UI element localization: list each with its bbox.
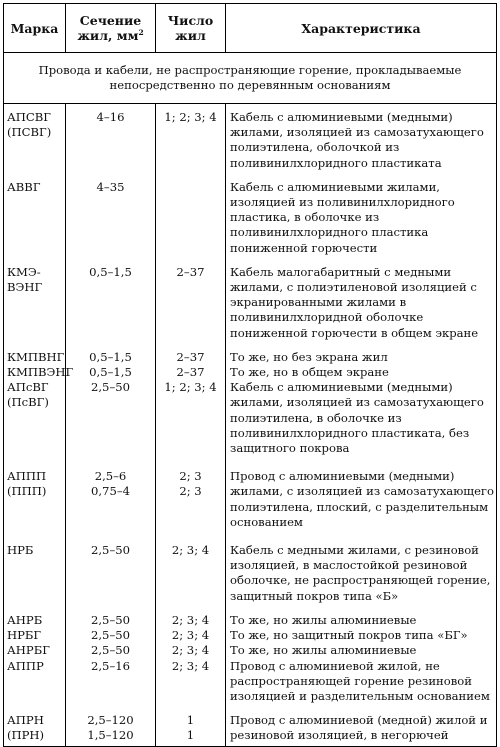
cell-section: 2,5–6 0,75–4 (66, 469, 156, 543)
cell-section: 2,5–50 (66, 380, 156, 469)
cell-cores: 2–37 (156, 350, 226, 365)
group-note-row (4, 53, 497, 104)
table-row (4, 543, 497, 613)
cell-section: 2,5–50 (66, 628, 156, 643)
table-row (4, 628, 497, 643)
cell-cores: 2–37 (156, 265, 226, 350)
cell-description: Провод с алюминиевыми (медными) жилами, с изоляцией из самозатухающего полиэтилена, плоский, с разделительным основанием (226, 469, 497, 543)
cell-cores: 1; 2; 3; 4 (156, 104, 226, 180)
cell-mark: НРБГ (4, 628, 66, 643)
group-note: Провода и кабели, не распространяющие горение, прокладываемые непосредственно по деревянным основаниям (4, 53, 497, 104)
cell-cores: 1; 2; 3; 4 (156, 380, 226, 469)
cable-spec-table (3, 3, 497, 747)
cell-description: Кабель с алюминиевыми (медными) жилами, изоляцией из самозатухающего полиэтилена, оболочкой из поливинилхлоридного пластиката (226, 104, 497, 180)
cell-section: 4–35 (66, 180, 156, 265)
cell-mark: АНРБГ (4, 643, 66, 658)
table-row (4, 180, 497, 265)
cell-mark: НРБ (4, 543, 66, 613)
cell-mark: АПСВГ (ПСВГ) (4, 104, 66, 180)
cell-description: То же, но в общем экране (226, 365, 497, 380)
cell-cores: 2–37 (156, 365, 226, 380)
cell-cores: 2; 3; 4 (156, 613, 226, 628)
cell-mark: АПсВГ (ПсВГ) (4, 380, 66, 469)
table-row (4, 350, 497, 365)
cell-mark: АПРН (ПРН) (4, 713, 66, 746)
cell-description: Кабель с медными жилами, с резиновой изоляцией, в маслостойкой резиновой оболочке, не распространяющей горение, защитный покров типа «Б» (226, 543, 497, 613)
cell-description: Кабель с алюминиевыми жилами, изоляцией из поливинилхлоридного пластика, в оболочке из поливинилхлоридного пластика пониженной горючести (226, 180, 497, 265)
table-row (4, 104, 497, 180)
cell-section: 0,5–1,5 (66, 265, 156, 350)
cell-description: Кабель малогабаритный с медными жилами, с полиэтиленовой изоляцией с экранированными жилами в поливинилхлоридной оболочке пониженной горючести в общем экране (226, 265, 497, 350)
cell-cores: 2; 3; 4 (156, 643, 226, 658)
table-row (4, 265, 497, 350)
cell-section: 2,5–50 (66, 543, 156, 613)
cell-section: 0,5–1,5 (66, 350, 156, 365)
cell-mark: АППР (4, 659, 66, 714)
cell-mark: АППП (ППП) (4, 469, 66, 543)
cell-section: 4–16 (66, 104, 156, 180)
cell-cores: 2; 3; 4 (156, 659, 226, 714)
cell-section: 2,5–50 (66, 613, 156, 628)
cell-cores: 2; 3; 4 (156, 628, 226, 643)
table-row (4, 613, 497, 628)
table-row (4, 643, 497, 658)
cell-mark: КМПВНГ (4, 350, 66, 365)
cell-cores (156, 180, 226, 265)
cell-description: Кабель с алюминиевыми (медными) жилами, изоляцией из самозатухающего полиэтилена, в оболочке из поливинилхлоридного пластиката, без защитного покрова (226, 380, 497, 469)
cell-cores: 1 1 (156, 713, 226, 746)
cell-description: То же, но жилы алюминиевые (226, 613, 497, 628)
cell-mark: КМЭ- ВЭНГ (4, 265, 66, 350)
cell-description: Провод с алюминиевой жилой, не распространяющей горение резиновой изоляцией и разделительным основанием (226, 659, 497, 714)
table-row (4, 713, 497, 746)
cell-description: То же, но жилы алюминиевые (226, 643, 497, 658)
cell-section: 2,5–16 (66, 659, 156, 714)
cell-section: 0,5–1,5 (66, 365, 156, 380)
header-description: Характеристика (226, 4, 497, 53)
header-cores: Число жил (156, 4, 226, 53)
cell-description: То же, но защитный покров типа «БГ» (226, 628, 497, 643)
table-row (4, 365, 497, 380)
cell-cores: 2; 3 2; 3 (156, 469, 226, 543)
cell-section: 2,5–50 (66, 643, 156, 658)
header-section: Сечение жил, $мм^2$ (66, 4, 156, 53)
cell-mark: АНРБ (4, 613, 66, 628)
cell-section: 2,5–120 1,5–120 (66, 713, 156, 746)
cell-description: То же, но без экрана жил (226, 350, 497, 365)
table-row (4, 659, 497, 714)
table-row (4, 380, 497, 469)
cell-mark: КМПВЭНГ (4, 365, 66, 380)
header-mark: Марка (4, 4, 66, 53)
cell-mark: АВВГ (4, 180, 66, 265)
table-row (4, 469, 497, 543)
cell-cores: 2; 3; 4 (156, 543, 226, 613)
table-header-row (4, 4, 497, 53)
cell-description: Провод с алюминиевой (медной) жилой и резиновой изоляцией, в негорючей (226, 713, 497, 746)
